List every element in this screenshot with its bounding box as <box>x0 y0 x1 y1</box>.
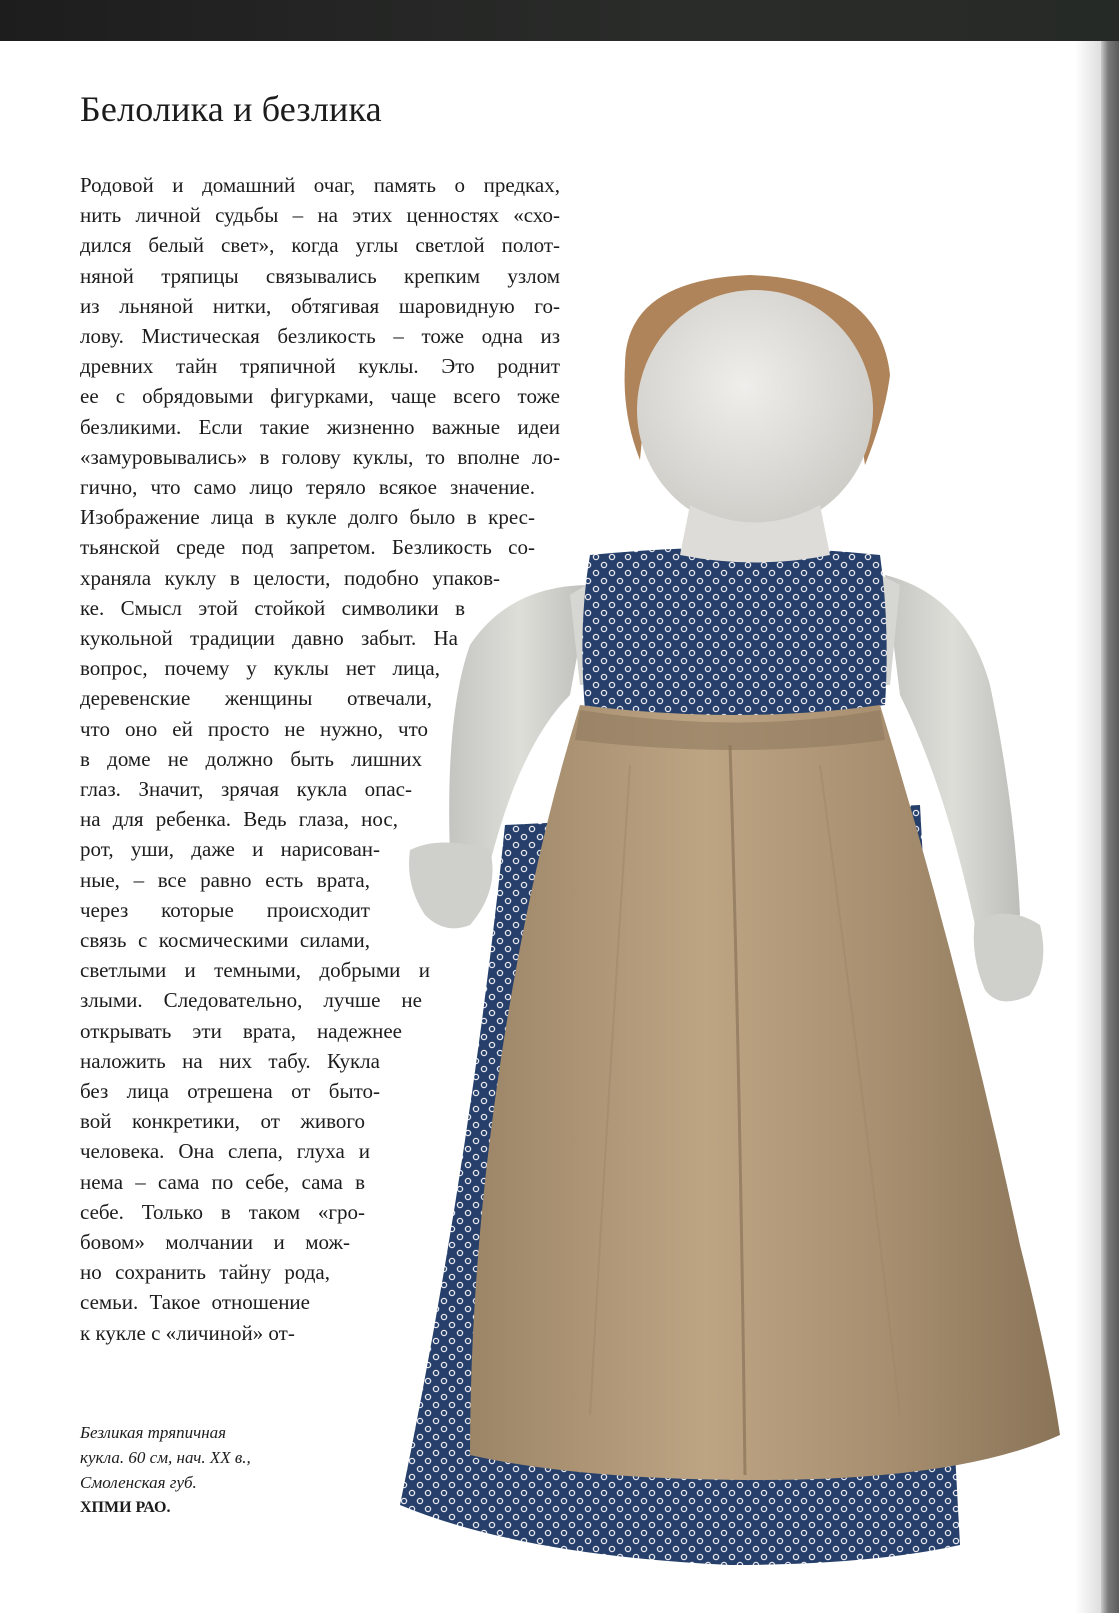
body-line: ке. Смысл этой стойкой символики в <box>80 595 465 620</box>
body-line: «замуровывались» в голову куклы, то вполне ло- <box>80 444 560 469</box>
body-line: деревенские женщины отвечали, <box>80 686 432 711</box>
caption-collection: ХПМИ РАО. <box>80 1499 171 1516</box>
doll-photo <box>400 265 1100 1585</box>
body-line: ные, – все равно есть врата, <box>80 867 370 892</box>
body-line: на для ребенка. Ведь глаза, нос, <box>80 807 398 832</box>
body-line: связь с космическими силами, <box>80 928 370 952</box>
body-line: себе. Только в таком «гро- <box>80 1199 365 1224</box>
body-line: открывать эти врата, надежнее <box>80 1018 402 1043</box>
body-line: лову. Мистическая безликость – тоже одна из <box>80 324 560 348</box>
body-line: без лица отрешена от быто- <box>80 1079 380 1103</box>
caption-line: кукла. 60 см, нач. XX в., <box>80 1448 251 1467</box>
body-line: к кукле с «личиной» от- <box>80 1320 295 1345</box>
doll-right-cuff <box>974 914 1044 1002</box>
body-line: рот, уши, даже и нарисован- <box>80 837 380 862</box>
body-line: вопрос, почему у куклы нет лица, <box>80 656 440 681</box>
body-line: наложить на них табу. Кукла <box>80 1048 380 1073</box>
body-line: через которые происходит <box>80 897 370 922</box>
body-line: ее с обрядовыми фигурками, чаще всего тоже <box>80 384 560 409</box>
page-title: Белолика и безлика <box>80 89 382 129</box>
body-line: в доме не должно быть лишних <box>80 746 422 771</box>
body-line: няной тряпицы связывались крепким узлом <box>80 263 560 288</box>
body-line: семьи. Такое отношение <box>80 1290 310 1315</box>
body-line: светлыми и темными, добрыми и <box>80 958 430 983</box>
adjacent-page-photo-edge <box>1101 41 1119 1613</box>
body-line: из льняной нитки, обтягивая шаровидную го- <box>80 293 560 318</box>
body-line: гично, что само лицо теряло всякое значение. <box>80 475 535 499</box>
top-band <box>0 0 1119 41</box>
doll-bodice <box>582 548 886 717</box>
body-line: тьянской среде под запретом. Безликость со- <box>80 535 535 560</box>
caption-line: Безликая тряпичная <box>80 1423 227 1442</box>
body-line: глаз. Значит, зрячая кукла опас- <box>80 777 412 801</box>
body-line: безликими. Если такие жизненно важные идеи <box>80 414 560 439</box>
caption-line: Смоленская губ. <box>80 1473 197 1492</box>
body-line: кукольной традиции давно забыт. На <box>80 626 458 650</box>
body-line: Родовой и домашний очаг, память о предках, <box>80 173 560 197</box>
body-line: человека. Она слепа, глуха и <box>80 1139 370 1164</box>
body-line: что оно ей просто не нужно, что <box>80 716 428 741</box>
body-line: Изображение лица в кукле долго было в крес- <box>80 505 535 530</box>
body-line: бовом» молчании и мож- <box>80 1230 350 1254</box>
doll-head <box>637 290 873 530</box>
body-line: древних тайн тряпичной куклы. Это роднит <box>80 354 560 379</box>
body-line: дился белый свет», когда углы светлой полот- <box>80 233 560 258</box>
doll-left-cuff <box>409 843 493 929</box>
body-line: нить личной судьбы – на этих ценностях «схо- <box>80 203 560 228</box>
photo-caption <box>80 1420 320 1520</box>
body-line: нема – сама по себе, сама в <box>80 1169 365 1194</box>
body-line: но сохранить тайну рода, <box>80 1260 330 1285</box>
body-line: вой конкретики, от живого <box>80 1109 365 1134</box>
body-line: злыми. Следовательно, лучше не <box>80 988 422 1013</box>
body-line: храняла куклу в целости, подобно упаков- <box>80 565 500 590</box>
